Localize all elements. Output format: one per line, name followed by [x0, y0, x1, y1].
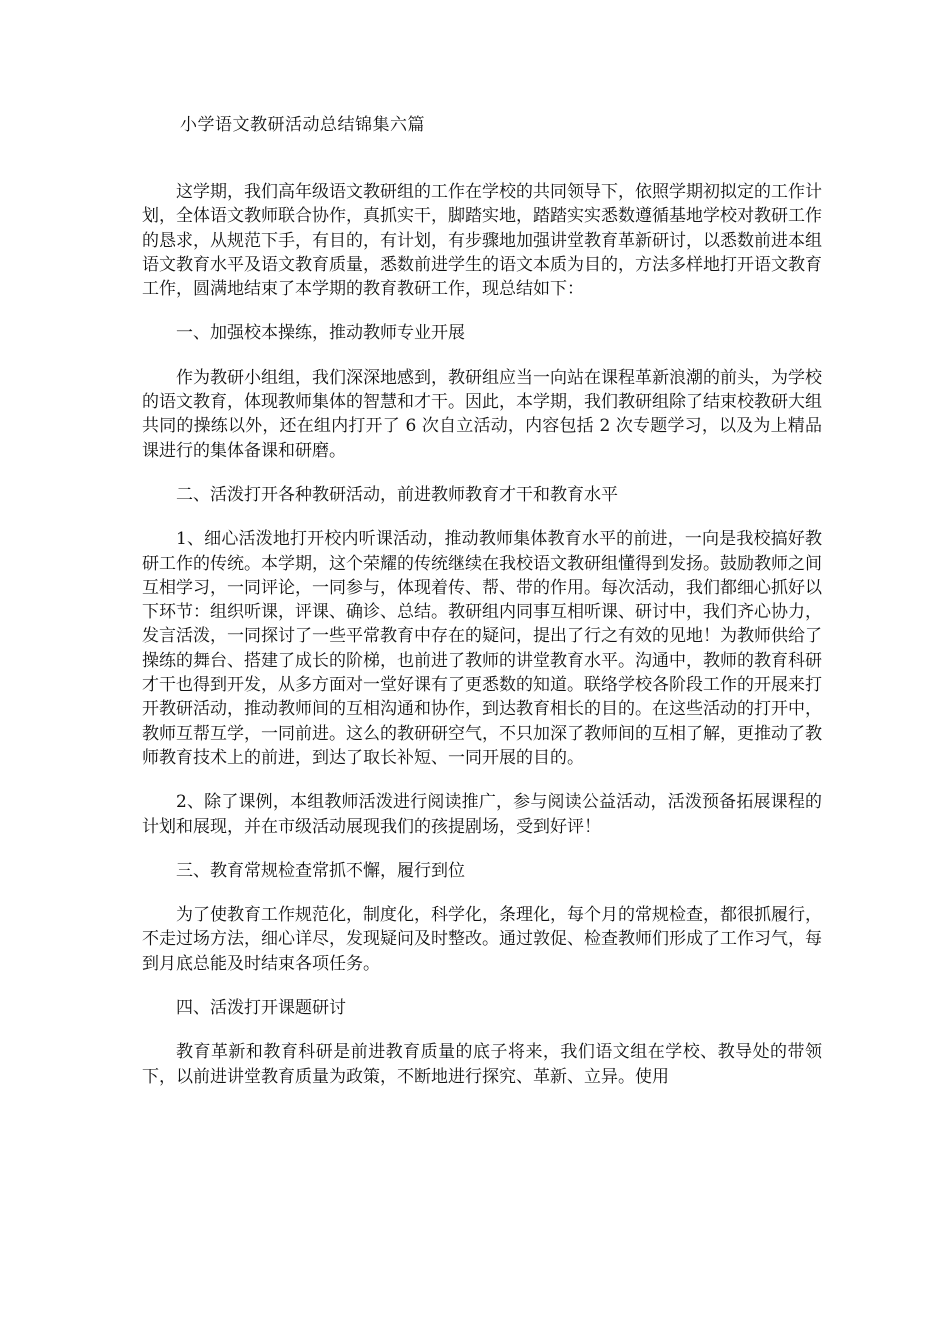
section-2-paragraph-2: 2、除了课例，本组教师活泼进行阅读推广，参与阅读公益活动，活泼预备拓展课程的计划和展现，并在市级活动展现我们的孩提剧场，受到好评！ [142, 792, 822, 837]
section-heading-4: 四、活泼打开课题研讨 [176, 998, 346, 1019]
section-3-paragraph: 为了使教育工作规范化，制度化，科学化，条理化，每个月的常规检查，都很抓履行，不走过场方法，细心详尽，发现疑问及时整改。通过敦促、检查教师们形成了工作习气，每到月底总能及时结束各项任务。 [142, 905, 822, 974]
section-4-paragraph: 教育革新和教育科研是前进教育质量的底子将来，我们语文组在学校、教导处的带领下，以前进讲堂教育质量为政策，不断地进行探究、革新、立异。使用 [142, 1042, 822, 1087]
document-body [142, 180, 822, 1109]
section-heading-3: 三、教育常规检查常抓不懈，履行到位 [176, 860, 465, 881]
document-title: 小学语文教研活动总结锦集六篇 [180, 115, 425, 135]
section-heading-2: 二、活泼打开各种教研活动，前进教师教育才干和教育水平 [176, 484, 618, 505]
section-heading-1: 一、加强校本操练，推动教师专业开展 [176, 323, 465, 344]
intro-paragraph: 这学期，我们高年级语文教研组的工作在学校的共同领导下，依照学期初拟定的工作计划，全体语文教师联合协作，真抓实干，脚踏实地，踏踏实实悉数遵循基地学校对教研工作的恳求，从规范下手，有目的，有计划，有步骤地加强讲堂教育革新研讨，以悉数前进本组语文教育水平及语文教育质量，悉数前进学生的语文本质为目的，方法多样地打开语文教育工作，圆满地结束了本学期的教育教研工作，现总结如下： [142, 182, 822, 300]
section-1-paragraph: 作为教研小组组，我们深深地感到，教研组应当一向站在课程革新浪潮的前头，为学校的语文教育，体现教师集体的智慧和才干。因此，本学期，我们教研组除了结束校教研大组共同的操练以外，还在组内打开了 6 次自立活动，内容包括 2 次专题学习，以及为上精品课进行的集体备课和研磨。 [142, 367, 822, 461]
section-2-paragraph-1: 1、细心活泼地打开校内听课活动，推动教师集体教育水平的前进，一向是我校搞好教研工作的传统。本学期，这个荣耀的传统继续在我校语文教研组懂得到发扬。鼓励教师之间互相学习，一同评论，一同参与，体现着传、帮、带的作用。每次活动，我们都细心抓好以下环节：组织听课，评课、确诊、总结。教研组内同事互相听课、研讨中，我们齐心协力，发言活泼，一同探讨了一些平常教育中存在的疑问，提出了行之有效的见地！为教师供给了操练的舞台、搭建了成长的阶梯，也前进了教师的讲堂教育水平。沟通中，教师的教育科研才干也得到开发，从多方面对一堂好课有了更悉数的知道。联络学校各阶段工作的开展来打开教研活动，推动教师间的互相沟通和协作，到达教育相长的目的。在这些活动的打开中，教师互帮互学，一同前进。这么的教研研空气，不只加深了教师间的互相了解，更推动了教师教育技术上的前进，到达了取长补短、一同开展的目的。 [142, 529, 822, 768]
